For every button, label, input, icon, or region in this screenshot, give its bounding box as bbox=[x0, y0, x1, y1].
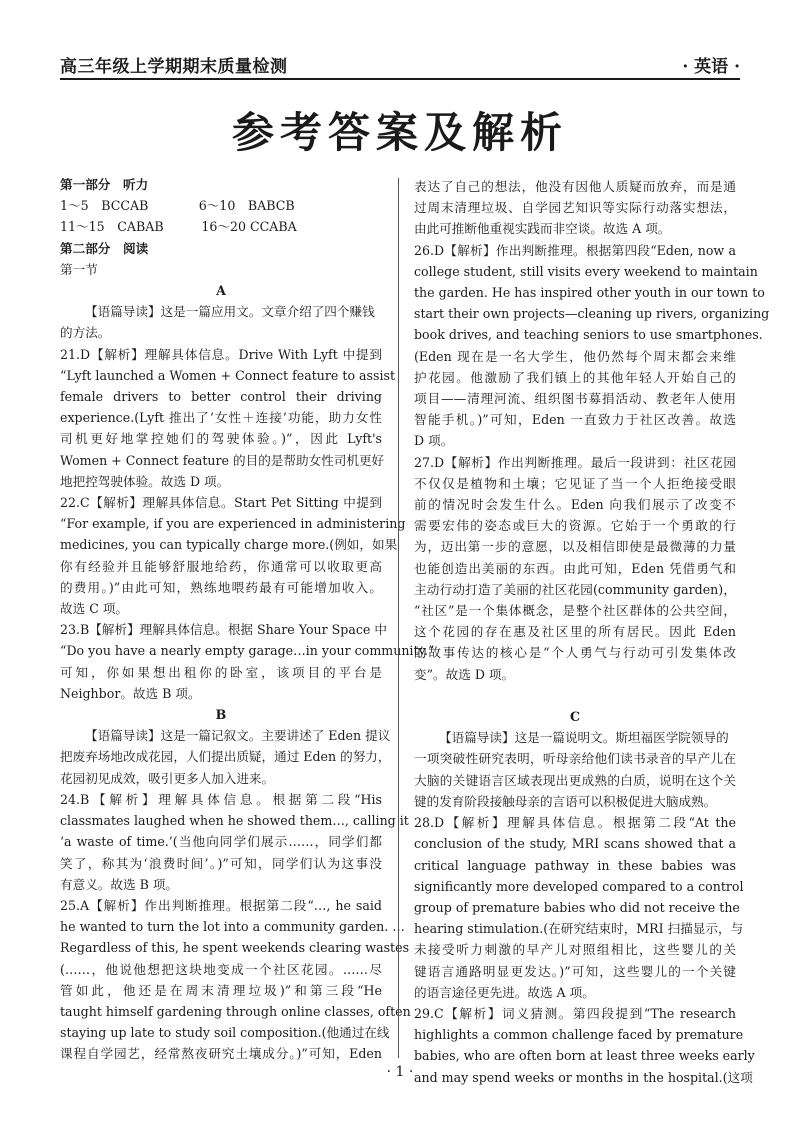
text-line: 护花园。他激励了我们镇上的其他年轻人开始自己的 bbox=[414, 369, 736, 385]
text-line: Women + Connect feature 的目的是帮助女性司机更好 bbox=[60, 452, 385, 468]
text-line: 25.A【解析】作出判断推理。根据第二段“…, he said bbox=[60, 897, 382, 913]
text-line: 司机更好地掌控她们的驾驶体验。)”，因此 Lyft's bbox=[60, 431, 382, 447]
text-line: B bbox=[215, 707, 227, 723]
text-line: conclusion of the study, MRI scans showed that a bbox=[414, 836, 736, 852]
text-line: book drives, and teaching seniors to use smartphones. bbox=[414, 327, 763, 343]
page-header bbox=[60, 44, 740, 80]
column-divider bbox=[398, 178, 399, 1058]
text-line: 一项突破性研究表明，听母亲给他们读书录音的早产儿在 bbox=[414, 751, 736, 767]
text-line: 21.D【解析】理解具体信息。Drive With Lyft 中提到 bbox=[60, 346, 382, 362]
text-line: 第一节 bbox=[60, 261, 98, 277]
text-line: 29.C【解析】词义猜测。第四段提到“The research bbox=[414, 1005, 736, 1021]
right-column bbox=[414, 176, 770, 1088]
text-line: 的语言途径更先进。故选 A 项。 bbox=[414, 984, 595, 1000]
text-line: 需要宏伟的姿态或巨大的资源。它始于一个勇敢的行 bbox=[414, 518, 736, 534]
text-line: 过周末清理垃圾、自学园艺知识等实际行动落实想法， bbox=[414, 200, 736, 216]
text-line: 课程自学园艺，经常熬夜研究土壤成分。)”可知，Eden bbox=[60, 1046, 382, 1062]
text-line: D 项。 bbox=[414, 433, 454, 449]
text-line: “Lyft launched a Women + Connect feature to assist bbox=[60, 367, 396, 383]
text-line: 【语篇导读】这是一篇应用文。文章介绍了四个赚钱 bbox=[85, 304, 375, 320]
text-line: 24.B【解析】理解具体信息。根据第二段“His bbox=[60, 791, 382, 807]
text-line: 把废弃场地改成花园，人们提出质疑，通过 Eden 的努力， bbox=[60, 749, 391, 765]
text-line: college student, still visits every weekend to maintain bbox=[414, 263, 758, 279]
text-line: medicines, you can typically charge more.(例如，如果 bbox=[60, 537, 398, 553]
text-line: he wanted to turn the lot into a community garden. … bbox=[60, 919, 405, 935]
text-line: critical language pathway in these babies was bbox=[414, 857, 736, 873]
text-line: 项目——清理河流、组织图书募捐活动、教老年人使用 bbox=[414, 391, 736, 407]
text-line: (Eden 现在是一名大学生，他仍然每个周末都会来维 bbox=[414, 348, 736, 364]
text-line: 可知，你如果想出租你的卧室，该项目的平台是 bbox=[60, 664, 382, 680]
text-line: hearing stimulation.(在研究结束时，MRI 扫描显示，与 bbox=[414, 921, 744, 937]
text-line: staying up late to study soil composition.(他通过在线 bbox=[60, 1025, 390, 1041]
text-line: “For example, if you are experienced in administering bbox=[60, 516, 406, 532]
text-line: start their own projects—cleaning up rivers, organizing bbox=[414, 306, 770, 322]
text-line: 笑了，称其为‘浪费时间’。)”可知，同学们认为这事没 bbox=[60, 855, 382, 871]
text-line: 主动行动打造了美丽的社区花园(community garden)， bbox=[414, 581, 736, 597]
text-line: experience.(Lyft 推出了‘女性＋连接’功能，助力女性 bbox=[60, 410, 382, 426]
text-line: 为，迈出第一步的意愿，以及相信即使是最微薄的力量 bbox=[414, 539, 736, 555]
left-column bbox=[60, 174, 435, 1065]
text-line: “Do you have a nearly empty garage…in your community.” bbox=[60, 643, 435, 659]
text-line: 的费用。)”由此可知，熟练地喂药最有可能增加收入。 bbox=[60, 579, 382, 595]
text-line: 表达了自己的想法，他没有因他人质疑而放弃，而是通 bbox=[414, 179, 736, 194]
text-line: taught himself gardening through online classes, often bbox=[60, 1003, 411, 1019]
text-line: 地把控驾驶体验。故选 D 项。 bbox=[60, 473, 230, 489]
page-number: · 1 · bbox=[386, 1064, 414, 1080]
text-line: 管如此，他还是在周末清理垃圾)”和第三段“He bbox=[60, 982, 382, 998]
text-line: 有意义。故选 B 项。 bbox=[60, 876, 179, 892]
text-line: C bbox=[569, 709, 581, 725]
text-line: 你有经验并且能够舒服地给药，你通常可以收取更高 bbox=[60, 558, 382, 574]
text-line: babies, who are often born at least three weeks early bbox=[414, 1048, 755, 1064]
text-line: female drivers to better control their driving bbox=[60, 389, 382, 405]
text-line: 花园初见成效，吸引更多人加入进来。 bbox=[60, 770, 275, 786]
text-line: 前的情况时会发生什么。Eden 向我们展示了改变不 bbox=[414, 497, 736, 513]
text-line: 【语篇导读】这是一篇记叙文。主要讲述了 Eden 提议 bbox=[85, 728, 391, 744]
text-line: 故选 C 项。 bbox=[60, 601, 129, 617]
text-line: 未接受听力刺激的早产儿对照组相比，这些婴儿的关 bbox=[414, 942, 736, 958]
document-title: 参考答案及解析 bbox=[231, 108, 568, 157]
text-line: 1～5 BCCAB 6～10 BABCB bbox=[60, 198, 295, 214]
text-line: 第二部分 阅读 bbox=[60, 240, 149, 256]
text-line: 由此可推断他重视实践而非空谈。故选 A 项。 bbox=[414, 221, 671, 237]
text-line: 22.C【解析】理解具体信息。Start Pet Sitting 中提到 bbox=[60, 495, 382, 511]
text-line: Neighbor。故选 B 项。 bbox=[60, 685, 201, 701]
text-line: 变”。故选 D 项。 bbox=[414, 666, 515, 682]
text-line: 26.D【解析】作出判断推理。根据第四段“Eden, now a bbox=[414, 242, 736, 258]
text-line: 23.B【解析】理解具体信息。根据 Share Your Space 中 bbox=[60, 622, 387, 638]
text-line: 智能手机。)”可知，Eden 一直致力于社区改善。故选 bbox=[414, 412, 736, 428]
text-line: 不仅仅是植物和土壤；它见证了当一个人拒绝接受眼 bbox=[414, 475, 736, 491]
text-line: 这个花园的存在惠及社区里的所有居民。因此 Eden bbox=[414, 624, 736, 640]
text-line: group of premature babies who did not receive the bbox=[414, 899, 740, 915]
text-line: 也能创造出美丽的东西。由此可知，Eden 凭借勇气和 bbox=[414, 560, 736, 576]
text-line: Regardless of this, he spent weekends clearing wastes bbox=[60, 940, 410, 956]
text-line: the garden. He has inspired other youth in our town to bbox=[414, 285, 765, 301]
text-line: significantly more developed compared to a control bbox=[414, 878, 744, 894]
text-line: 键语言通路明显更发达。)”可知，这些婴儿的一个关键 bbox=[414, 963, 736, 979]
text-line: 27.D【解析】作出判断推理。最后一段讲到：社区花园 bbox=[414, 454, 736, 470]
text-line: 第一部分 听力 bbox=[60, 177, 149, 192]
text-line: 的方法。 bbox=[60, 325, 111, 341]
text-line: 键的发育阶段接触母亲的言语可以积极促进大脑成熟。 bbox=[414, 793, 717, 809]
text-line: ‘a waste of time.’(当他向同学们展示……，同学们都 bbox=[60, 834, 382, 850]
text-line: 大脑的关键语言区域表现出更成熟的白质，说明在这个关 bbox=[414, 772, 736, 788]
text-line: 【语篇导读】这是一篇说明文。斯坦福医学院领导的 bbox=[439, 730, 729, 746]
text-line: and may spend weeks or months in the hospital.(这项 bbox=[414, 1069, 753, 1085]
exam-title: 高三年级上学期期末质量检测 bbox=[60, 57, 288, 77]
text-line: A bbox=[216, 283, 226, 299]
text-line: classmates laughed when he showed them…, calling it bbox=[60, 813, 409, 829]
text-line: 28.D【解析】理解具体信息。根据第二段“At the bbox=[414, 815, 736, 831]
text-line bbox=[414, 685, 736, 706]
text-line: 11～15 CABAB 16～20 CCABA bbox=[60, 219, 297, 235]
text-line: 的故事传达的核心是“个人勇气与行动可引发集体改 bbox=[414, 645, 736, 661]
text-line: (……，他说他想把这块地变成一个社区花园。……尽 bbox=[60, 961, 382, 977]
text-line: “社区”是一个集体概念，是整个社区群体的公共空间， bbox=[414, 603, 736, 619]
text-line: highlights a common challenge faced by premature bbox=[414, 1027, 744, 1043]
subject-label: · 英语 · bbox=[682, 57, 740, 77]
